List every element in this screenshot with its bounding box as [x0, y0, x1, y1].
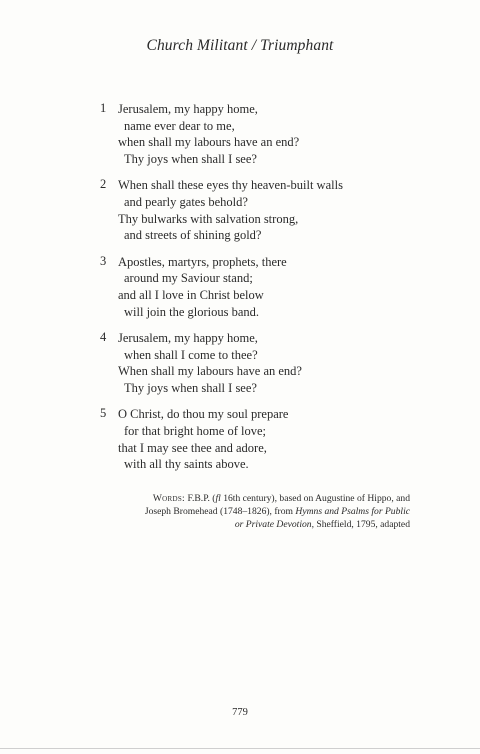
verse-number: 1 [100, 101, 107, 115]
words-credit [110, 492, 410, 532]
verse [100, 406, 400, 473]
page-edge-line [0, 748, 480, 749]
verse [100, 254, 400, 321]
page-title: Church Militant / Triumphant [146, 37, 334, 54]
verse-line: Thy joys when shall I see? [124, 152, 257, 167]
verse-line: for that bright home of love; [124, 423, 266, 438]
credit-text: Joseph Bromehead (1748–1826), from [144, 506, 296, 518]
source-title: or Private Devotion, [234, 519, 314, 531]
verse-line: Thy joys when shall I see? [124, 381, 257, 396]
verse [100, 330, 400, 397]
verse-line: O Christ, do thou my soul prepare [118, 407, 289, 422]
verse-line: with all thy saints above. [124, 457, 249, 472]
verse-line: that I may see thee and adore, [118, 440, 267, 455]
page-number: 779 [232, 707, 248, 718]
verse-line: Thy bulwarks with salvation strong, [118, 211, 299, 226]
verse-line: When shall these eyes thy heaven-built walls [118, 178, 343, 193]
credit-text: 16th century), based on Augustine of Hippo, and [220, 493, 410, 504]
verse-line: when shall I come to thee? [124, 347, 258, 362]
verse-line: when shall my labours have an end? [118, 135, 300, 150]
verse-line: and pearly gates behold? [124, 195, 248, 210]
verse-number: 3 [100, 253, 107, 268]
credit-text: fl [215, 493, 221, 504]
verse-line: Jerusalem, my happy home, [118, 102, 258, 116]
credit-text: F.B.P. ( [187, 493, 216, 504]
credit-text: Sheffield, 1795, adapted [313, 519, 410, 531]
verse-line: When shall my labours have an end? [118, 364, 302, 379]
verse-line: and streets of shining gold? [124, 228, 262, 243]
source-title: Hymns and Psalms for Public [295, 506, 410, 518]
verse-line: Jerusalem, my happy home, [118, 330, 258, 345]
verse-line: Apostles, martyrs, prophets, there [118, 254, 287, 269]
hymn-text [100, 101, 400, 483]
words-label: Words: [152, 493, 186, 504]
verse-number: 5 [100, 406, 107, 421]
verse-line: name ever dear to me, [124, 118, 235, 133]
verse-number: 2 [100, 177, 107, 192]
verse-line: and all I love in Christ below [118, 288, 264, 303]
verse [100, 101, 400, 168]
verse-number: 4 [100, 329, 107, 344]
verse-line: around my Saviour stand; [124, 271, 253, 286]
verse-line: will join the glorious band. [124, 304, 260, 319]
verse [100, 177, 400, 244]
